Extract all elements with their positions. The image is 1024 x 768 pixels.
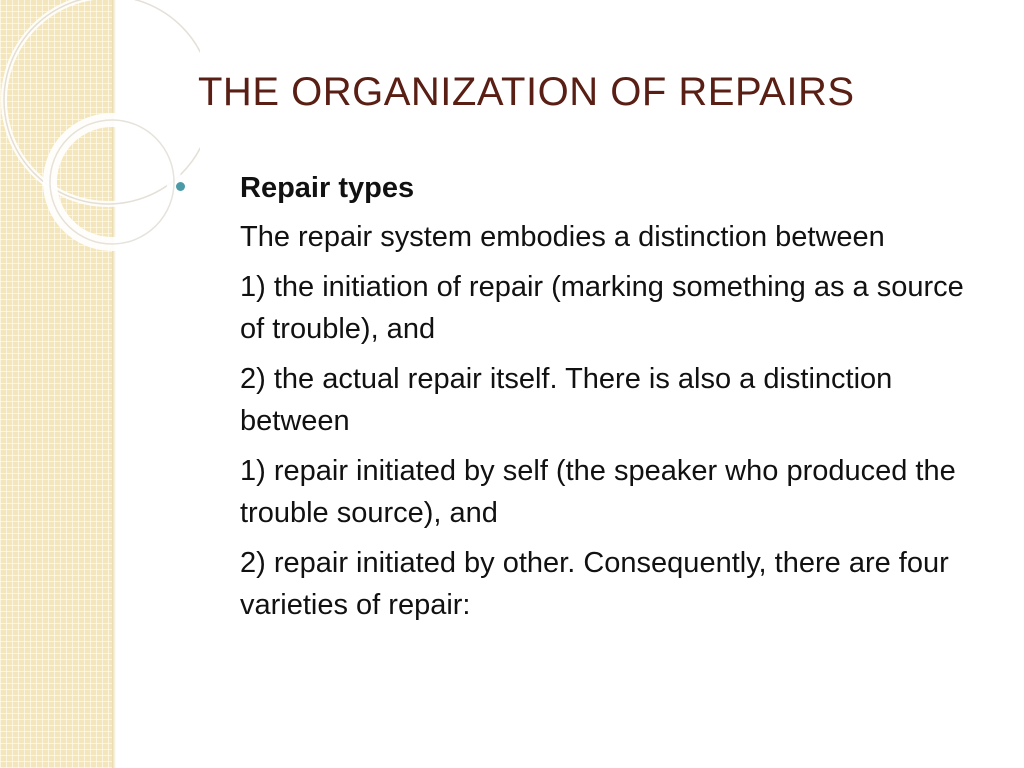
paragraph: The repair system embodies a distinction between	[240, 221, 885, 253]
paragraph: 1) the initiation of repair (marking something as a source of trouble), and	[240, 271, 964, 345]
decorative-circles	[0, 0, 200, 280]
bullet-dot-icon	[176, 182, 185, 191]
paragraph: 2) the actual repair itself. There is also a distinction between	[240, 363, 893, 437]
paragraph: 1) repair initiated by self (the speaker who produced the trouble source), and	[240, 455, 956, 529]
bullet-heading: Repair types	[240, 172, 415, 204]
slide-title: THE ORGANIZATION OF REPAIRS	[198, 70, 855, 114]
paragraph: 2) repair initiated by other. Consequently, there are four varieties of repair:	[240, 547, 949, 621]
bullet-item	[172, 168, 982, 208]
slide-content	[172, 168, 982, 634]
